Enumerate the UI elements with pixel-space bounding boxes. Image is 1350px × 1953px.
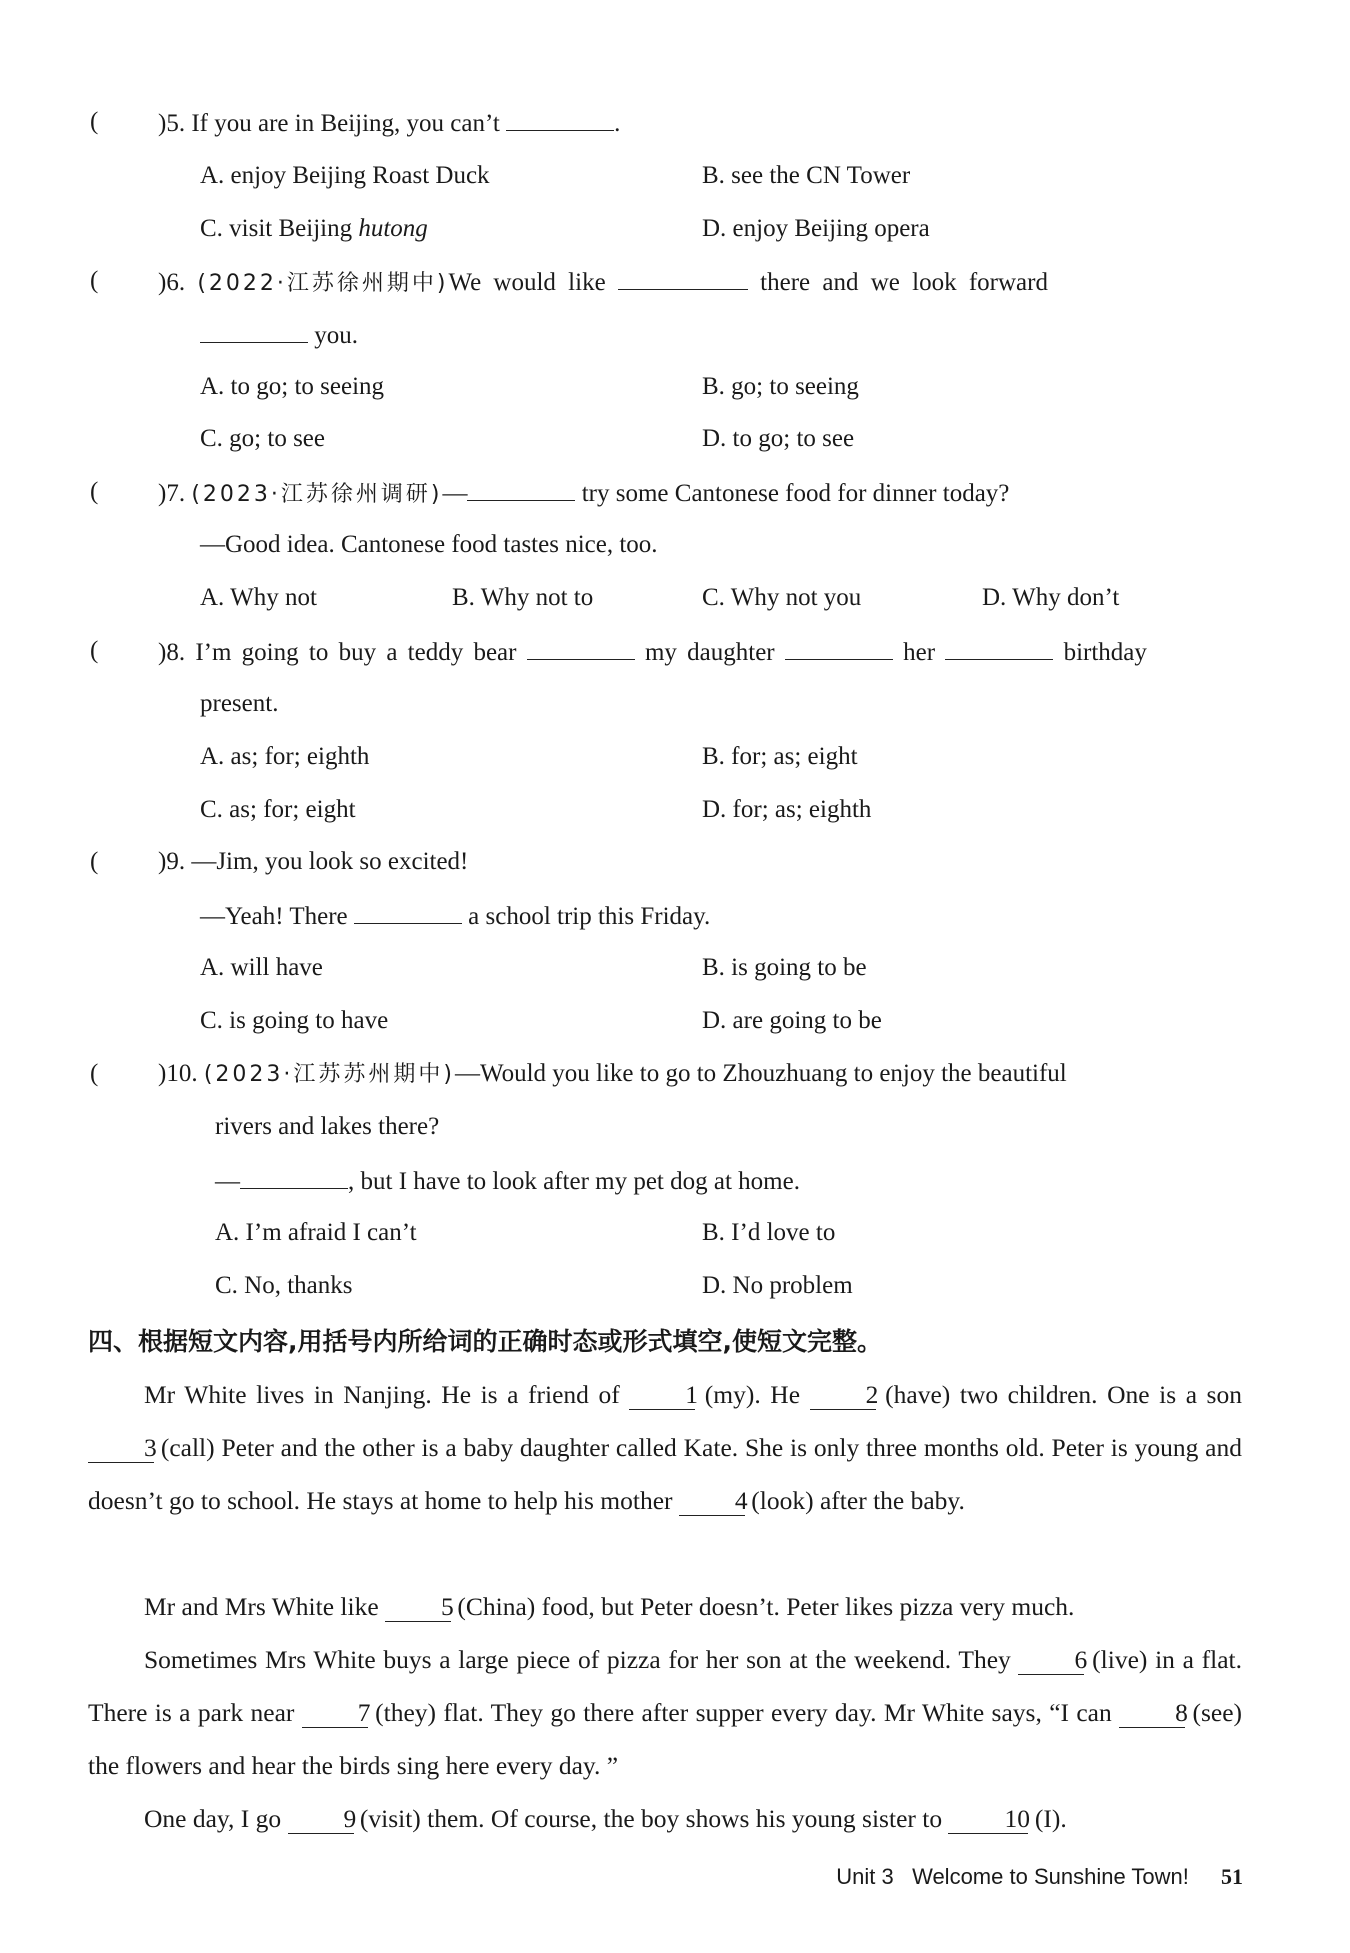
- option-c: C. as; for; eight: [200, 796, 356, 823]
- option-d: D. are going to be: [702, 1007, 882, 1034]
- option-c: C. is going to have: [200, 1007, 389, 1034]
- option-d: D. for; as; eighth: [702, 796, 872, 823]
- answer-blank[interactable]: [200, 318, 308, 343]
- option-b: B. see the CN Tower: [702, 162, 911, 189]
- page-number: 51: [1221, 1864, 1243, 1889]
- option-b: B. is going to be: [702, 954, 867, 981]
- numbered-blank[interactable]: 5: [385, 1593, 451, 1622]
- option-b: B. for; as; eight: [702, 743, 858, 770]
- numbered-blank[interactable]: 8: [1119, 1699, 1185, 1728]
- option-c: C. No, thanks: [215, 1272, 353, 1299]
- numbered-blank[interactable]: 6: [1018, 1646, 1084, 1675]
- option-c: C. visit Beijing hutong: [200, 215, 428, 242]
- numbered-blank[interactable]: 1: [629, 1381, 695, 1410]
- numbered-blank[interactable]: 9: [288, 1805, 354, 1834]
- answer-blank[interactable]: [618, 265, 748, 290]
- option-a: A. as; for; eighth: [200, 743, 370, 770]
- workbook-page: ( )5. If you are in Beijing, you can’t . A. enjoy Beijing Roast Duck B. see the CN Tower C. visit Beijing hutong D. enjoy Beijing opera ( )6. (2022·江苏徐州期中)We would like there and we look forward you. A. to go; to seeing B. go; to seeing C. go; to see D. to go; to see ( )7. (2023·江苏徐州调研)— try some Cantonese food for dinner today? —Good idea. Cantonese food tastes nice, too. A. Why not B. Why not to C. Why not you D. Why don’t ( )8. I’m going to buy a teddy bear my daughter her birthday present. A. as; for; eighth B. for; as; eight C. as; for; eight D. for; as; eighth ( )9. —Jim, you look so excited! —Yeah! There a school trip this Friday. A. will have B. is going to be C. is going to have D. are going to be ( )10. (2023·江苏苏州期中)—Would you like to go to Zhouzhuang to enjoy the beautiful rivers and lakes there? — , but I have to look after my pet dog at home. A. I’m afraid I can’t B. I’d love to C. No, thanks D. No problem 四、根据短文内容,用括号内所给词的正确时态或形式填空,使短文完整。 Mr White lives in Nanjing. He is a friend of 1 (my). He 2 (have) two children. One is a son 3 (call) Peter and the other is a baby daughter called Kate. She is only three months old. Peter is young and doesn’t go to school. He stays at home to help his mother 4 (look) after the baby. Mr and Mrs White like 5 (China) food, but Peter doesn’t. Peter likes pizza very much. Sometimes Mrs White buys a large piece of pizza for her son at the weekend. They 6 (live) in a flat. There is a park near 7 (they) flat. They go there after supper every day. Mr White says, “I can 8 (see) the flowers and hear the birds sing here every day. ” One day, I go 9 (visit) them. Of course, the boy shows his young sister to 10 (I). Unit 3 Welcome to Sunshine Town! 51: [0, 0, 1350, 1953]
- option-d: D. Why don’t: [982, 584, 1120, 611]
- unit-title: Welcome to Sunshine Town!: [912, 1864, 1189, 1889]
- option-d: D. No problem: [702, 1272, 853, 1299]
- option-b: B. I’d love to: [702, 1219, 836, 1246]
- passage-paragraph-3: Sometimes Mrs White buys a large piece of pizza for her son at the weekend. They 6 (live) in a flat. There is a park near 7 (they) flat. They go there after supper every day. Mr White says, “I can 8 (see) the flowers and hear the birds sing here every day. ”: [88, 1645, 1243, 1780]
- option-c: C. go; to see: [200, 425, 325, 452]
- passage-paragraph-1: Mr White lives in Nanjing. He is a friend of 1 (my). He 2 (have) two children. One is a son 3 (call) Peter and the other is a baby daughter called Kate. She is only three months old. Peter is young and doesn’t go to school. He stays at home to help his mother 4 (look) after the baby.: [88, 1380, 1242, 1515]
- answer-blank[interactable]: [785, 635, 893, 660]
- option-b: B. Why not to: [452, 584, 594, 611]
- numbered-blank[interactable]: 4: [679, 1487, 745, 1516]
- section-title: 四、根据短文内容,用括号内所给词的正确时态或形式填空,使短文完整。: [88, 1327, 882, 1356]
- option-a: A. enjoy Beijing Roast Duck: [200, 162, 490, 189]
- answer-blank[interactable]: [240, 1164, 348, 1189]
- answer-blank[interactable]: [945, 635, 1053, 660]
- option-a: A. Why not: [200, 584, 317, 611]
- question-text: )5. If you are in Beijing, you can’t: [158, 110, 500, 137]
- answer-blank[interactable]: [527, 635, 635, 660]
- answer-blank[interactable]: [467, 476, 575, 501]
- option-c: C. Why not you: [702, 584, 862, 611]
- numbered-blank[interactable]: 10: [948, 1805, 1028, 1834]
- option-a: A. I’m afraid I can’t: [215, 1219, 417, 1246]
- passage-paragraph-4: One day, I go 9 (visit) them. Of course, the boy shows his young sister to 10 (I).: [144, 1804, 1067, 1833]
- answer-blank[interactable]: [354, 899, 462, 924]
- answer-paren: (: [90, 108, 99, 135]
- option-a: A. to go; to seeing: [200, 373, 385, 400]
- page-footer: [836, 1864, 1243, 1890]
- passage-paragraph-2: Mr and Mrs White like 5 (China) food, but Peter doesn’t. Peter likes pizza very much.: [144, 1592, 1075, 1621]
- numbered-blank[interactable]: 2: [810, 1381, 876, 1410]
- numbered-blank[interactable]: 7: [302, 1699, 368, 1728]
- answer-blank[interactable]: [506, 106, 614, 131]
- source-tag: (2022·江苏徐州期中): [197, 271, 449, 296]
- source-tag: (2023·江苏苏州期中): [203, 1062, 455, 1087]
- unit-label: Unit 3: [836, 1864, 894, 1889]
- option-d: D. to go; to see: [702, 425, 855, 452]
- option-d: D. enjoy Beijing opera: [702, 215, 930, 242]
- source-tag: (2023·江苏徐州调研): [191, 482, 443, 507]
- option-a: A. will have: [200, 954, 323, 981]
- option-b: B. go; to seeing: [702, 373, 859, 400]
- numbered-blank[interactable]: 3: [88, 1434, 154, 1463]
